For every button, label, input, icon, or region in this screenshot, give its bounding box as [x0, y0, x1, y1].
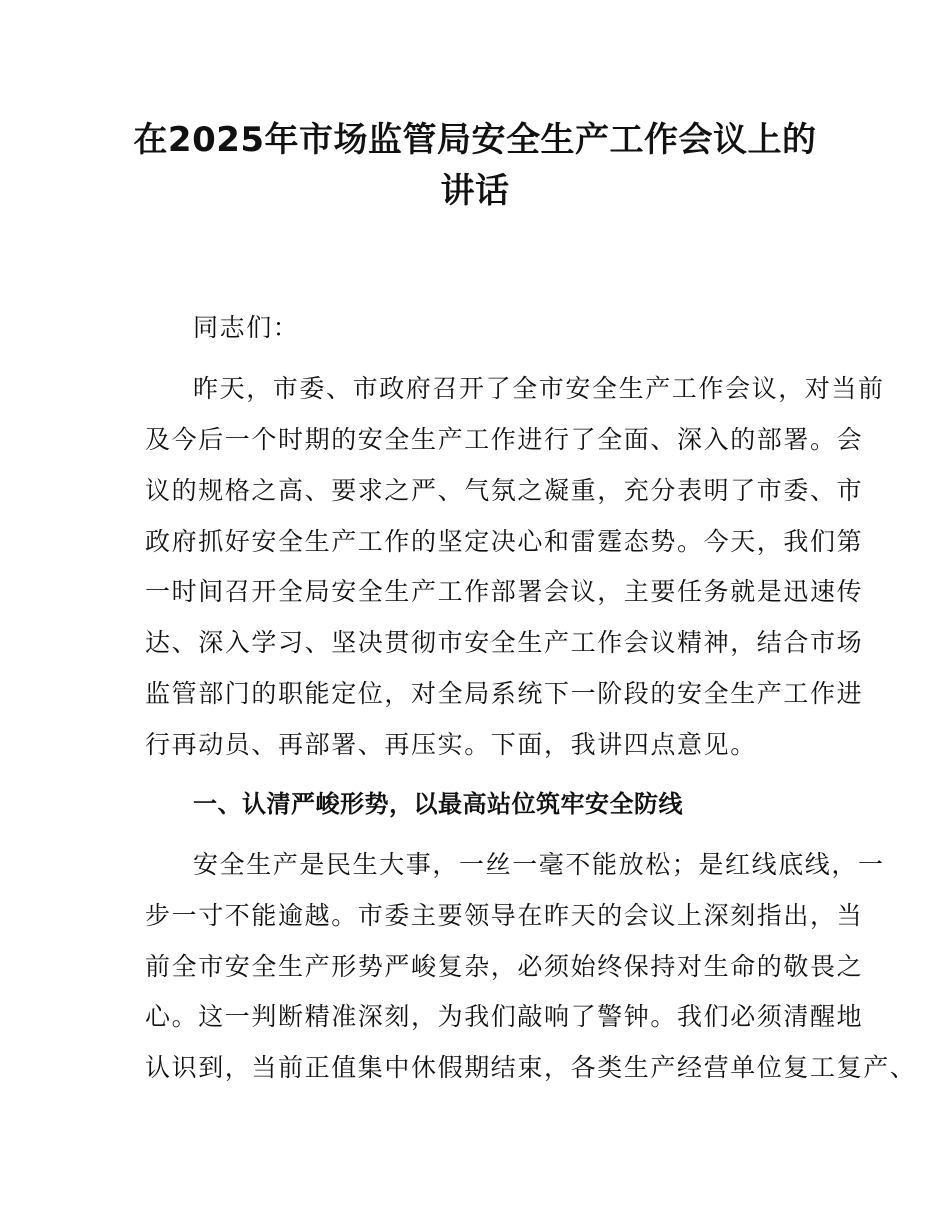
document-title-line-1: 在2025年市场监管局安全生产工作会议上的 [133, 120, 817, 160]
paragraph1-line: 达、深入学习、坚决贯彻市安全生产工作会议精神，结合市场 [145, 628, 864, 657]
paragraph1-line: 监管部门的职能定位，对全局系统下一阶段的安全生产工作进 [145, 679, 864, 708]
paragraph2-line: 安全生产是民生大事，一丝一毫不能放松；是红线底线，一 [193, 850, 885, 879]
paragraph2-line: 前全市安全生产形势严峻复杂，必须始终保持对生命的敬畏之 [145, 952, 864, 981]
paragraph2-line: 心。这一判断精准深刻，为我们敲响了警钟。我们必须清醒地 [145, 1002, 864, 1031]
section-heading: 一、认清严峻形势，以最高站位筑牢安全防线 [193, 790, 683, 818]
paragraph1-line: 行再动员、再部署、再压实。下面，我讲四点意见。 [145, 730, 757, 759]
paragraph1-line: 昨天，市委、市政府召开了全市安全生产工作会议，对当前 [193, 374, 885, 403]
salutation: 同志们： [193, 313, 300, 342]
paragraph1-line: 及今后一个时期的安全生产工作进行了全面、深入的部署。会 [145, 425, 864, 454]
document-title-line-2: 讲话 [440, 171, 510, 211]
paragraph2-line: 步一寸不能逾越。市委主要领导在昨天的会议上深刻指出，当 [145, 901, 864, 930]
paragraph1-line: 政府抓好安全生产工作的坚定决心和雷霆态势。今天，我们第 [145, 527, 864, 556]
paragraph1-line: 一时间召开全局安全生产工作部署会议，主要任务就是迅速传 [145, 577, 864, 606]
paragraph1-line: 议的规格之高、要求之严、气氛之凝重，充分表明了市委、市 [145, 476, 864, 505]
paragraph2-line: 认识到，当前正值集中休假期结束，各类生产经营单位复工复产、 [145, 1053, 917, 1082]
